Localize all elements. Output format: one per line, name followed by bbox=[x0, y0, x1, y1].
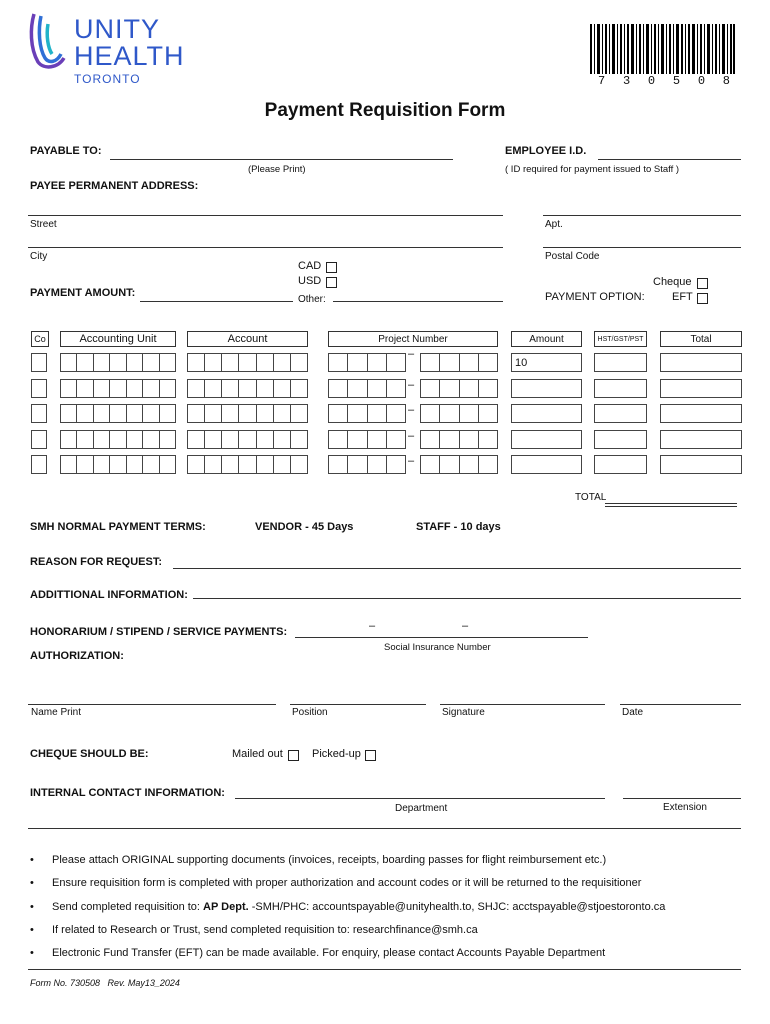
staff-terms: STAFF - 10 days bbox=[416, 521, 501, 533]
date-label: Date bbox=[622, 707, 644, 718]
divider bbox=[28, 828, 741, 829]
postal-code-field[interactable] bbox=[543, 247, 741, 248]
tax-cell[interactable] bbox=[594, 430, 647, 449]
postal-code-label: Postal Code bbox=[545, 251, 600, 262]
co-cell[interactable] bbox=[31, 379, 47, 398]
employee-id-field[interactable] bbox=[598, 159, 741, 160]
co-cell[interactable] bbox=[31, 404, 47, 423]
position-field[interactable] bbox=[290, 704, 426, 705]
department-label: Department bbox=[395, 803, 448, 814]
total-cell[interactable] bbox=[660, 379, 742, 398]
apt-label: Apt. bbox=[545, 219, 563, 230]
account-cell[interactable] bbox=[187, 455, 308, 474]
account-cell[interactable] bbox=[187, 404, 308, 423]
project-number-cell[interactable] bbox=[328, 455, 406, 474]
cad-label: CAD bbox=[298, 260, 322, 272]
position-label: Position bbox=[292, 707, 328, 718]
employee-id-label: EMPLOYEE I.D. bbox=[505, 145, 587, 157]
barcode-digit: 0 bbox=[697, 74, 706, 88]
payable-to-label: PAYABLE TO: bbox=[30, 145, 102, 157]
barcode bbox=[590, 24, 735, 90]
project-number-cell[interactable] bbox=[328, 430, 406, 449]
project-number-cell[interactable] bbox=[420, 379, 498, 398]
internal-contact-field[interactable] bbox=[235, 798, 605, 799]
amount-cell[interactable] bbox=[511, 379, 582, 398]
payment-amount-label: PAYMENT AMOUNT: bbox=[30, 287, 136, 299]
project-number-cell[interactable] bbox=[420, 430, 498, 449]
eft-option-label: EFT bbox=[672, 291, 693, 303]
payee-address-label: PAYEE PERMANENT ADDRESS: bbox=[30, 180, 199, 192]
apt-field[interactable] bbox=[543, 215, 741, 216]
bullet: • bbox=[30, 877, 34, 889]
other-field[interactable] bbox=[333, 301, 503, 302]
cad-checkbox[interactable] bbox=[326, 262, 337, 273]
project-number-cell[interactable] bbox=[420, 353, 498, 372]
note-text: -SMH/PHC: accountspayable@unityhealth.to, SHJC: acctspayable@stjoestoronto.ca bbox=[248, 901, 666, 913]
logo-mark-icon bbox=[28, 10, 72, 70]
additional-info-label: ADDITTIONAL INFORMATION: bbox=[30, 589, 188, 601]
project-dash: – bbox=[408, 348, 415, 360]
mailed-out-checkbox[interactable] bbox=[288, 750, 299, 761]
logo bbox=[28, 10, 198, 90]
reason-field[interactable] bbox=[173, 568, 741, 569]
reason-label: REASON FOR REQUEST: bbox=[30, 556, 163, 568]
authorization-label: AUTHORIZATION: bbox=[30, 650, 124, 662]
project-number-header: Project Number bbox=[328, 331, 498, 347]
name-print-field[interactable] bbox=[28, 704, 276, 705]
amount-cell[interactable] bbox=[511, 430, 582, 449]
bullet: • bbox=[30, 854, 34, 866]
co-header: Co bbox=[31, 331, 49, 347]
note-item: Ensure requisition form is completed with proper authorization and account codes or it will be returned to the requisitioner bbox=[52, 877, 642, 889]
project-dash: – bbox=[408, 430, 415, 442]
note-item: If related to Research or Trust, send completed requisition to: researchfinance@smh.ca bbox=[52, 924, 478, 936]
barcode-digit: 8 bbox=[722, 74, 730, 88]
payment-amount-field[interactable] bbox=[140, 301, 293, 302]
accounting-unit-cell[interactable] bbox=[60, 430, 176, 449]
accounting-unit-cell[interactable] bbox=[60, 404, 176, 423]
form-title: Payment Requisition Form bbox=[264, 100, 506, 121]
additional-info-field[interactable] bbox=[193, 598, 741, 599]
accounting-unit-header: Accounting Unit bbox=[60, 331, 176, 347]
barcode-digit: 7 bbox=[598, 74, 606, 88]
account-cell[interactable] bbox=[187, 353, 308, 372]
picked-up-checkbox[interactable] bbox=[365, 750, 376, 761]
note-item: Electronic Fund Transfer (EFT) can be made available. For enquiry, please contact Accounts Payable Department bbox=[52, 947, 606, 959]
bullet: • bbox=[30, 924, 34, 936]
footer-divider bbox=[28, 969, 741, 970]
barcode-digit: 3 bbox=[622, 74, 631, 88]
amount-header: Amount bbox=[511, 331, 582, 347]
project-dash: – bbox=[408, 379, 415, 391]
total-cell[interactable] bbox=[660, 455, 742, 474]
sin-dash: – bbox=[369, 620, 376, 632]
project-number-cell[interactable] bbox=[328, 379, 406, 398]
total-cell[interactable] bbox=[660, 430, 742, 449]
usd-label: USD bbox=[298, 275, 322, 287]
logo-text-unity: UNITY bbox=[74, 14, 160, 44]
amount-cell[interactable] bbox=[511, 404, 582, 423]
cheque-option-checkbox[interactable] bbox=[697, 278, 708, 289]
total-label: TOTAL bbox=[575, 492, 607, 503]
city-field[interactable] bbox=[28, 247, 503, 248]
accounting-unit-cell[interactable] bbox=[60, 455, 176, 474]
payment-option-label: PAYMENT OPTION: bbox=[545, 291, 645, 303]
tax-cell[interactable] bbox=[594, 353, 647, 372]
extension-label: Extension bbox=[663, 802, 707, 813]
signature-field[interactable] bbox=[440, 704, 605, 705]
extension-field[interactable] bbox=[623, 798, 741, 799]
project-number-cell[interactable] bbox=[420, 455, 498, 474]
tax-header: HST/GST/PST bbox=[594, 331, 647, 347]
vendor-terms: VENDOR - 45 Days bbox=[255, 521, 354, 533]
amount-cell[interactable] bbox=[511, 455, 582, 474]
project-dash: – bbox=[408, 404, 415, 416]
total-cell[interactable] bbox=[660, 353, 742, 372]
internal-contact-label: INTERNAL CONTACT INFORMATION: bbox=[30, 787, 225, 799]
employee-id-hint: ( ID required for payment issued to Staff ) bbox=[505, 164, 680, 175]
account-header: Account bbox=[187, 331, 308, 347]
note-item: Please attach ORIGINAL supporting documents (invoices, receipts, boarding passes for flight reimbursement etc.) bbox=[52, 854, 607, 866]
logo-text-toronto: TORONTO bbox=[74, 72, 141, 86]
cheque-should-be-label: CHEQUE SHOULD BE: bbox=[30, 748, 149, 760]
note-item bbox=[52, 901, 665, 913]
bullet: • bbox=[30, 901, 34, 913]
street-label: Street bbox=[30, 219, 57, 230]
payable-to-field[interactable] bbox=[110, 159, 453, 160]
note-text: Send completed requisition to: bbox=[52, 901, 204, 913]
mailed-out-label: Mailed out bbox=[232, 748, 283, 760]
project-number-cell[interactable] bbox=[328, 404, 406, 423]
usd-checkbox[interactable] bbox=[326, 277, 337, 288]
note-bold: AP Dept. bbox=[203, 901, 249, 913]
account-cell[interactable] bbox=[187, 430, 308, 449]
date-field[interactable] bbox=[620, 704, 741, 705]
total-field[interactable] bbox=[605, 503, 737, 504]
accounting-unit-cell[interactable] bbox=[60, 379, 176, 398]
payable-to-hint: (Please Print) bbox=[248, 164, 306, 175]
honorarium-label: HONORARIUM / STIPEND / SERVICE PAYMENTS: bbox=[30, 626, 288, 638]
sin-dash: – bbox=[462, 620, 469, 632]
co-cell[interactable] bbox=[31, 353, 47, 372]
project-number-cell[interactable] bbox=[420, 404, 498, 423]
form-number: Form No. 730508 Rev. May13_2024 bbox=[30, 978, 180, 988]
payment-terms-label: SMH NORMAL PAYMENT TERMS: bbox=[30, 521, 206, 533]
barcode-digits bbox=[598, 74, 730, 88]
street-field[interactable] bbox=[28, 215, 503, 216]
co-cell[interactable] bbox=[31, 455, 47, 474]
eft-option-checkbox[interactable] bbox=[697, 293, 708, 304]
logo-text-health: HEALTH bbox=[74, 41, 185, 71]
accounting-unit-cell[interactable] bbox=[60, 353, 176, 372]
cheque-option-label: Cheque bbox=[653, 276, 692, 288]
total-field-underline bbox=[605, 506, 737, 507]
sin-field[interactable] bbox=[295, 637, 588, 638]
city-label: City bbox=[30, 251, 48, 262]
account-cell[interactable] bbox=[187, 379, 308, 398]
barcode-digit: 0 bbox=[647, 74, 656, 88]
picked-up-label: Picked-up bbox=[312, 748, 361, 760]
project-number-cell[interactable] bbox=[328, 353, 406, 372]
signature-label: Signature bbox=[442, 707, 485, 718]
name-print-label: Name Print bbox=[31, 707, 82, 718]
sin-hint: Social Insurance Number bbox=[384, 642, 491, 653]
tax-cell[interactable] bbox=[594, 404, 647, 423]
barcode-bars-icon bbox=[590, 24, 735, 74]
bullet: • bbox=[30, 947, 34, 959]
tax-cell[interactable] bbox=[594, 455, 647, 474]
total-cell[interactable] bbox=[660, 404, 742, 423]
tax-cell[interactable] bbox=[594, 379, 647, 398]
amount-value: 10 bbox=[515, 357, 528, 369]
barcode-digit: 5 bbox=[672, 74, 681, 88]
project-dash: – bbox=[408, 455, 415, 467]
other-label: Other: bbox=[298, 294, 326, 305]
amount-cell[interactable] bbox=[511, 353, 582, 372]
total-header: Total bbox=[660, 331, 742, 347]
co-cell[interactable] bbox=[31, 430, 47, 449]
